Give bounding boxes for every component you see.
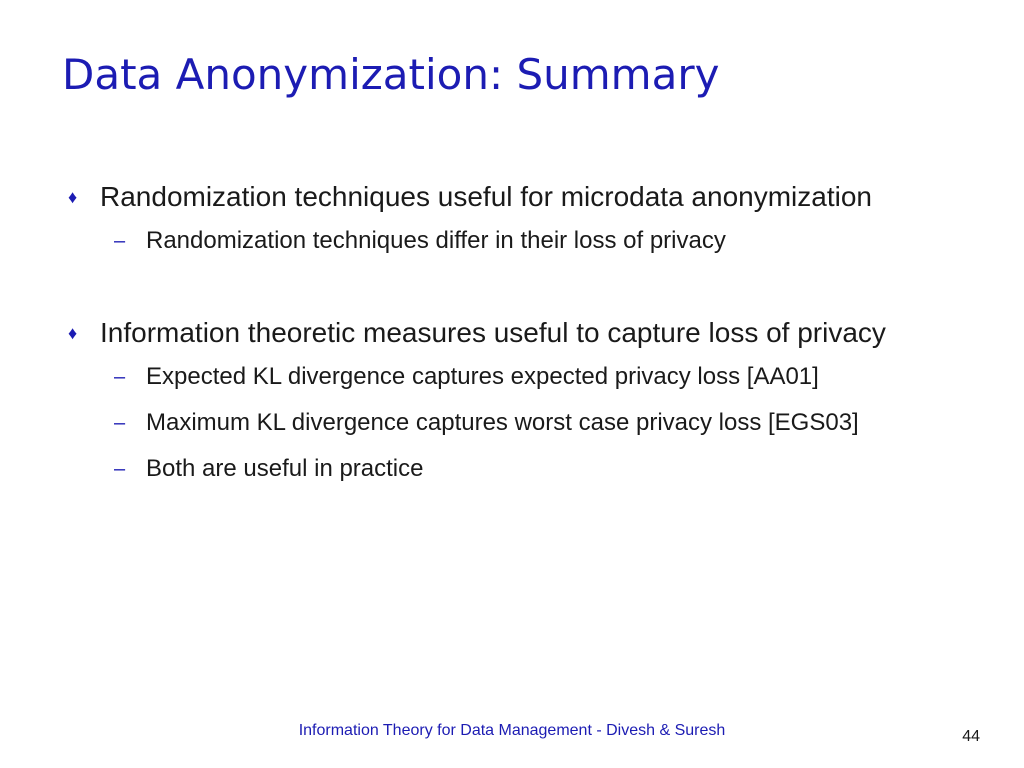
sub-bullet-text: Both are useful in practice bbox=[146, 455, 424, 482]
sub-bullet-list bbox=[114, 218, 1004, 264]
bullet-item bbox=[64, 176, 1004, 218]
bullet-text: Randomization techniques useful for microdata anonymization bbox=[100, 181, 872, 212]
slide-content bbox=[64, 176, 1004, 492]
sub-bullet-text: Expected KL divergence captures expected privacy loss [AA01] bbox=[146, 363, 819, 390]
dash-bullet-icon: – bbox=[114, 412, 126, 434]
dash-bullet-icon: – bbox=[114, 458, 126, 480]
sub-bullet-list bbox=[114, 354, 1004, 492]
bullet-text: Information theoretic measures useful to capture loss of privacy bbox=[100, 317, 886, 348]
sub-bullet-item bbox=[114, 354, 1004, 400]
sub-bullet-item bbox=[114, 446, 1004, 492]
diamond-bullet-icon: ♦ bbox=[68, 323, 78, 343]
bullet-group-information-theoretic bbox=[64, 312, 1004, 492]
diamond-bullet-icon: ♦ bbox=[68, 187, 78, 207]
slide-footer: Information Theory for Data Management - Divesh & Suresh bbox=[298, 722, 726, 739]
dash-bullet-icon: – bbox=[114, 230, 126, 252]
bullet-group-randomization bbox=[64, 176, 1004, 264]
slide-title: Data Anonymization: Summary bbox=[62, 50, 720, 99]
bullet-item bbox=[64, 312, 1004, 354]
page-number: 44 bbox=[962, 728, 980, 745]
sub-bullet-text: Maximum KL divergence captures worst case privacy loss [EGS03] bbox=[146, 409, 859, 436]
dash-bullet-icon: – bbox=[114, 366, 126, 388]
sub-bullet-text: Randomization techniques differ in their loss of privacy bbox=[146, 227, 726, 254]
sub-bullet-item bbox=[114, 400, 1004, 446]
sub-bullet-item bbox=[114, 218, 1004, 264]
